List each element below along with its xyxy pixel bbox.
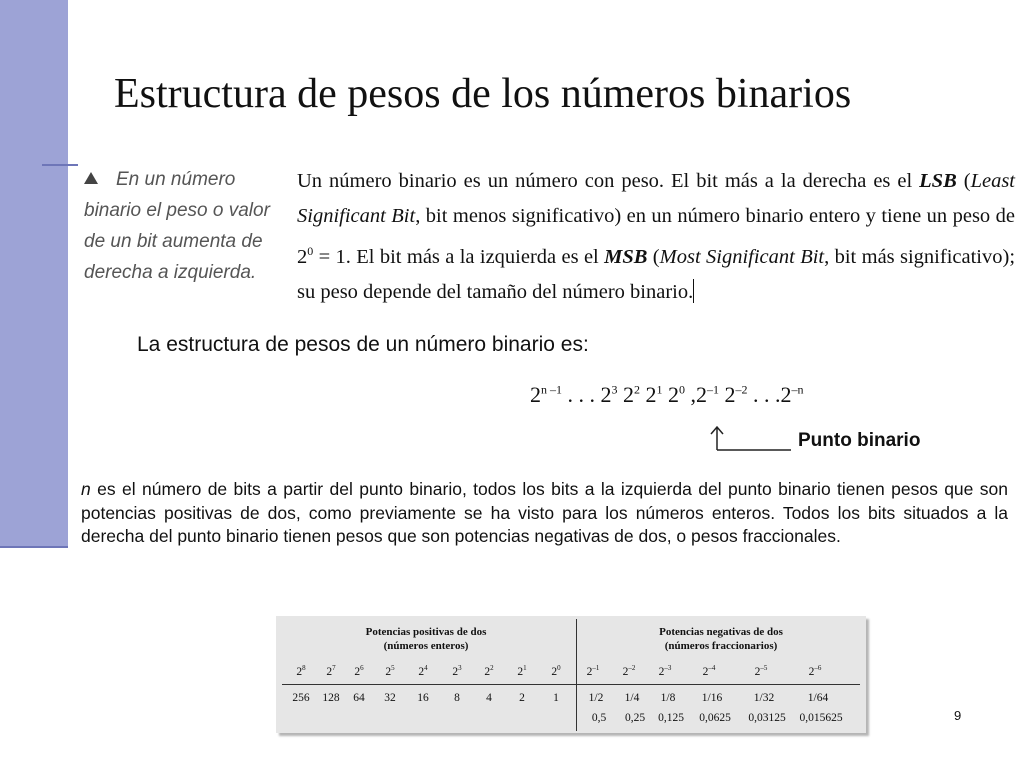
paragraph-text: es el número de bits a partir del punto binario, todos los bits a la izquierda del punto binario tienen pesos que son potencias positivas de dos, como previamente se ha visto para los números enteros. Todos los bits situados a la derecha del punto binario tienen pesos que son potencias negativas de dos, o pesos fraccionales. [81,479,1008,546]
table-exponent: 8 [302,664,306,672]
page-number: 9 [954,708,962,723]
msb-term: MSB [604,245,648,268]
table-exponent: 4 [424,664,428,672]
formula-base: 2 [530,382,541,407]
pos-power-header: $2^7$ [326,664,336,678]
neg-decimal-cell: 0,125 [658,712,684,724]
pos-value-cell: 128 [322,692,340,704]
neg-power-header: $2^{-1}$ [586,664,600,678]
main-text-part: Un número binario es un número con peso. El bit más a la derecha es el [297,170,920,192]
pos-value-cell: 32 [384,692,396,704]
pos-power-header: $2^3$ [452,664,462,678]
formula-base: 2 [623,382,634,407]
neg-fraction-cell: 1/16 [701,692,723,704]
table-exponent: –2 [628,664,636,672]
weight-formula: 2$^{n -1}$ . . . $2^3$ $2^2$ $2^1$ $2^0$ $,2^{-1}$ $2^{-2}$ . . $.2^{-n}$ [530,382,804,407]
explanation-paragraph [81,478,1008,549]
table-exponent: 6 [360,664,364,672]
pos-power-header: $2^0$ [551,664,561,678]
pos-power-header: $2^1$ [517,664,527,678]
pos-value-cell: 4 [486,692,492,704]
pos-value-cell: 64 [353,692,365,704]
pos-power-header: $2^2$ [484,664,494,678]
neg-decimal-cell: 0,5 [591,712,607,724]
main-text-part: ( [956,170,971,192]
powers-table [276,616,866,733]
neg-decimal-cell: 0,25 [624,712,646,724]
binary-point-label: Punto binario [798,430,921,451]
table-exponent: 3 [458,664,462,672]
table-exponent: –6 [814,664,822,672]
margin-note-text: En un número binario el peso o valor de un bit aumenta de derecha a izquierda. [84,169,270,283]
neg-decimal-cell: 0,0625 [699,712,731,724]
formula-exp: 0 [679,382,685,397]
neg-fraction-cell: 1/8 [660,692,676,704]
formula-base: 2 [600,382,612,407]
pos-power-header: $2^4$ [418,664,428,678]
sidebar-decoration [0,0,68,548]
neg-fraction-cell: 1/4 [624,692,640,704]
table-exponent: 5 [391,664,395,672]
pos-header: Potencias positivas de dos [365,626,487,638]
table-exponent: –3 [664,664,672,672]
structure-label: La estructura de pesos de un número binario es: [137,333,589,356]
formula-exp: 2 [634,382,640,397]
formula-base: 2 [668,382,679,407]
exponent: 0 [307,244,314,258]
table-hline [282,684,860,685]
neg-decimal-cell: 0,015625 [799,712,843,724]
main-text-part: , bit menos significativo) en un número binario entero y tiene un peso de 2 [297,205,1015,268]
formula-exp: –2 [735,382,748,397]
text-cursor [693,279,694,303]
neg-power-header: $2^{-6}$ [808,664,822,678]
pos-value-cell: 16 [417,692,429,704]
formula-exp: –n [791,382,804,397]
triangle-icon [84,172,98,184]
neg-power-header: $2^{-4}$ [702,664,716,678]
msb-full-term: Most Significant Bit [659,245,825,268]
neg-header: Potencias negativas de dos [659,626,783,638]
pos-value-cell: 1 [553,692,559,704]
neg-power-header: $2^{-2}$ [622,664,636,678]
sidebar-bottom-rule [0,546,68,548]
lsb-term: LSB [919,170,957,192]
main-text-part: = 1. El bit más a la izquierda es el [313,245,605,268]
slide-title: Estructura de pesos de los números binarios [114,71,852,117]
table-exponent: –4 [708,664,716,672]
formula-base: 2 [780,382,792,407]
title-rule [42,164,78,166]
n-variable: n [81,479,91,499]
neg-fraction-cell: 1/32 [753,692,775,704]
pos-value-cell: 8 [454,692,460,704]
pos-power-header: $2^8$ [296,664,306,678]
margin-note [84,164,294,288]
formula-base: 2 [645,382,657,407]
binary-point-arrow-icon [705,424,795,454]
main-text-block [297,164,1015,310]
formula-base: 2 [724,382,736,407]
pos-power-header: $2^6$ [354,664,364,678]
pos-value-cell: 256 [292,692,310,704]
table-exponent: –1 [592,664,600,672]
table-exponent: –5 [760,664,768,672]
neg-subheader: (números fraccionarios) [664,640,778,652]
neg-fraction-cell: 1/64 [807,692,829,704]
formula-exp: n –1 [541,382,562,397]
formula-exp: 3 [611,382,618,397]
table-exponent: 1 [523,664,527,672]
neg-decimal-cell: 0,03125 [748,712,786,724]
main-text-part: , bit más significativo); su peso depende del tamaño del número binario. [297,245,1016,303]
table-exponent: 7 [332,664,336,672]
formula-exp: –1 [707,382,719,397]
neg-power-header: $2^{-5}$ [754,664,768,678]
neg-fraction-cell: 1/2 [588,692,604,704]
lsb-full-term: Least Significant Bit [297,170,1016,227]
table-exponent: 2 [490,664,494,672]
formula-base: 2 [696,382,707,407]
formula-exp: 1 [656,382,663,397]
pos-value-cell: 2 [519,692,525,704]
pos-subheader: (números enteros) [383,640,469,652]
table-exponent: 0 [557,664,561,672]
pos-power-header: $2^5$ [385,664,395,678]
neg-power-header: $2^{-3}$ [658,664,672,678]
main-text-part: ( [647,245,660,268]
sidebar-edge [68,0,70,548]
